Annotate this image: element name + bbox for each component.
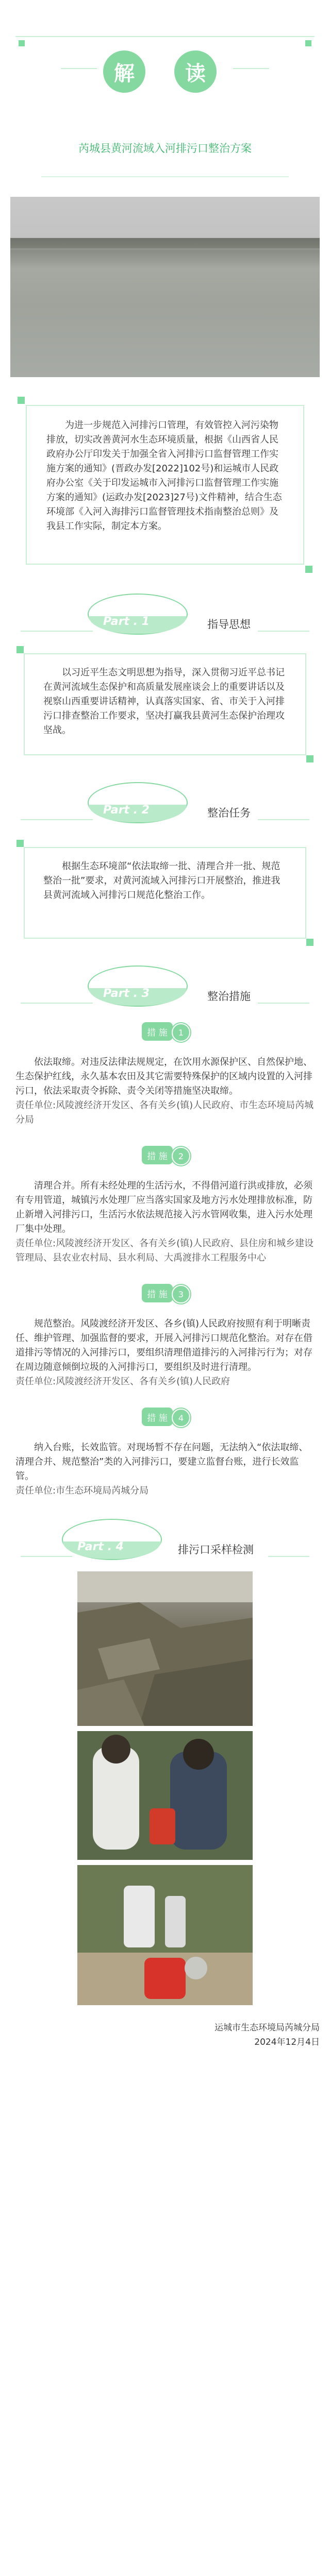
measure-3-responsible: 责任单位:风陵渡经济开发区、各有关乡(镇)人民政府 xyxy=(15,1376,230,1387)
part-3-badge xyxy=(88,965,188,1007)
river-photo xyxy=(10,197,320,377)
measure-1-responsible: 责任单位:风陵渡经济开发区、各有关乡(镇)人民政府、市生态环境局芮城分局 xyxy=(15,1100,314,1125)
footer-date: 2024年12月4日 xyxy=(254,2037,320,2047)
sampling-photo-workers xyxy=(77,1731,253,1860)
measure-1-text: 依法取缔。对违反法律法规规定，在饮用水源保护区、自然保护地、生态保护红线，永久基本农田及其它需要特殊保护的区域内设置的入河排污口，依法采取责令拆除、责令关闭等措施坚决取缔。 xyxy=(15,1057,312,1096)
header-deco-line-right xyxy=(233,68,269,69)
sampling-photos xyxy=(77,1571,253,2005)
part-1-title: 指导思想 xyxy=(207,618,251,631)
part-3-bar-left xyxy=(21,1003,93,1004)
measure-2-text: 清理合并。所有未经处理的生活污水，不得借河道行洪或排放，必须有专用管道，城镇污水处理厂应当落实国家及地方污水处理排放标准，防止新增入河排污口，生活污水依法规范接入污水管网收集，进入污水处理厂集中处理。 xyxy=(15,1180,312,1234)
sampling-photo-bottles xyxy=(77,1865,253,2005)
part-3-label: Part . 3 xyxy=(103,987,150,1000)
measure-2-badge xyxy=(142,1146,188,1165)
header-deco-line-left xyxy=(61,68,97,69)
part-2-text: 根据生态环境部“依法取缔一批、清理合并一批、规范整治一批”要求，对黄河流域入河排污口开展整治，推进我县黄河流域入河排污口规范化整治工作。 xyxy=(43,861,280,901)
part-1-box xyxy=(10,640,320,769)
part-3-header xyxy=(0,965,330,1007)
header-divider xyxy=(41,176,289,177)
part-1-corner-tl xyxy=(16,646,24,653)
measure-3-badge xyxy=(142,1284,188,1303)
intro-corner-br xyxy=(305,566,312,573)
measure-1-badge xyxy=(142,1022,188,1042)
part-2-corner-tl xyxy=(16,840,24,847)
part-2-label: Part . 2 xyxy=(103,804,150,817)
part-1-label: Part . 1 xyxy=(103,615,150,628)
article-title: 芮城县黄河流域入河排污口整治方案 xyxy=(78,142,252,155)
river-far-bank xyxy=(10,238,320,248)
part-4-badge xyxy=(62,1519,162,1560)
measure-1-content xyxy=(15,1055,315,1127)
part-2-header xyxy=(0,782,330,823)
part-1-header xyxy=(0,594,330,635)
measure-3-tag: 措 施 xyxy=(142,1284,173,1302)
header-corner-square-left xyxy=(19,40,25,46)
part-4-label: Part . 4 xyxy=(77,1540,124,1553)
measure-4-responsible: 责任单位:市生态环境局芮城分局 xyxy=(15,1485,149,1496)
measure-4-badge xyxy=(142,1408,188,1427)
outfall-scene xyxy=(77,1571,253,1726)
measure-3-text: 规范整治。风陵渡经济开发区、各乡(镇)人民政府按照有利于明晰责任、维护管理、加强监督的要求，开展入河排污口规范化整治。对存在借道排污等情况的入河排污口，要组织清理借道排污的入河排污行为；对存在周边随意倾倒垃圾的入河排污口，要组织及时进行清理。 xyxy=(15,1318,312,1372)
part-1-bar-right xyxy=(258,631,309,632)
header-corner-square-right xyxy=(305,40,311,46)
header-char-circle-2: 读 xyxy=(174,50,217,93)
measure-2-content xyxy=(15,1179,315,1265)
measure-4-text: 纳入台账，长效监管。对现场暂不存在问题，无法纳入“依法取缔、清理合并、规范整治”类的入河排污口，要建立监督台账，进行长效监管。 xyxy=(15,1442,308,1482)
part-1-badge xyxy=(88,594,188,635)
header-top-line xyxy=(15,36,315,37)
article-footer xyxy=(10,2021,320,2049)
measure-2-responsible: 责任单位:风陵渡经济开发区、各有关乡(镇)人民政府、县住房和城乡建设管理局、县农业农村局、县水利局、大禹渡排水工程服务中心 xyxy=(15,1238,314,1263)
measure-1-number: 1 xyxy=(172,1023,190,1042)
part-3-bar-right xyxy=(258,1003,309,1004)
part-1-bar-left xyxy=(21,631,93,632)
sampling-photo-outfall xyxy=(77,1571,253,1726)
part-1-corner-br xyxy=(306,755,314,762)
part-3-title: 整治措施 xyxy=(207,990,251,1003)
part-2-corner-br xyxy=(306,939,314,946)
measure-2-tag: 措 施 xyxy=(142,1146,173,1164)
part-4-bar-right xyxy=(268,1556,309,1557)
part-4-title: 排污口采样检测 xyxy=(178,1544,254,1556)
workers-scene xyxy=(77,1731,253,1860)
intro-corner-tl xyxy=(18,397,25,404)
measure-3-content xyxy=(15,1317,315,1389)
part-2-bar-left xyxy=(21,819,93,820)
part-1-text: 以习近平生态文明思想为指导，深入贯彻习近平总书记在黄河流域生态保护和高质量发展座谈会上的重要讲话以及视察山西重要讲话精神，认真落实国家、省、市关于入河排污口排查整治工作要求，坚决打赢我县黄河生态保护治理攻坚战。 xyxy=(43,667,285,736)
intro-text: 为进一步规范入河排污口管理，有效管控入河污染物排放，切实改善黄河水生态环境质量，根据《山西省人民政府办公厅印发关于加强全省入河排污口监督管理工作实施方案的通知》(晋政办发[2022]102号)和运城市人民政府办公室《关于印发运城市入河排污口监督管理工作实施方案的通知》(运政办发[2023]27号)文件精神，结合生态环境部《入河入海排污口监督管理技术指南整治总则》及我县工作实际，制定本方案。 xyxy=(46,420,282,532)
measure-3-number: 3 xyxy=(172,1285,190,1303)
part-2-badge xyxy=(88,782,188,823)
part-2-bar-right xyxy=(258,819,309,820)
part-4-header xyxy=(0,1519,330,1560)
measure-4-content xyxy=(15,1440,315,1498)
footer-org: 运城市生态环境局芮城分局 xyxy=(214,2023,320,2033)
measure-4-number: 4 xyxy=(172,1409,190,1427)
header-char-circle-1: 解 xyxy=(103,50,145,93)
measure-4-tag: 措 施 xyxy=(142,1408,173,1426)
part-2-box xyxy=(10,834,320,952)
article-header xyxy=(0,0,330,185)
measure-2-number: 2 xyxy=(172,1147,190,1165)
part-2-title: 整治任务 xyxy=(207,807,251,819)
measure-1-tag: 措 施 xyxy=(142,1022,173,1041)
part-4-bar-left xyxy=(21,1556,72,1557)
intro-box xyxy=(10,389,320,580)
bottles-scene xyxy=(77,1865,253,2005)
